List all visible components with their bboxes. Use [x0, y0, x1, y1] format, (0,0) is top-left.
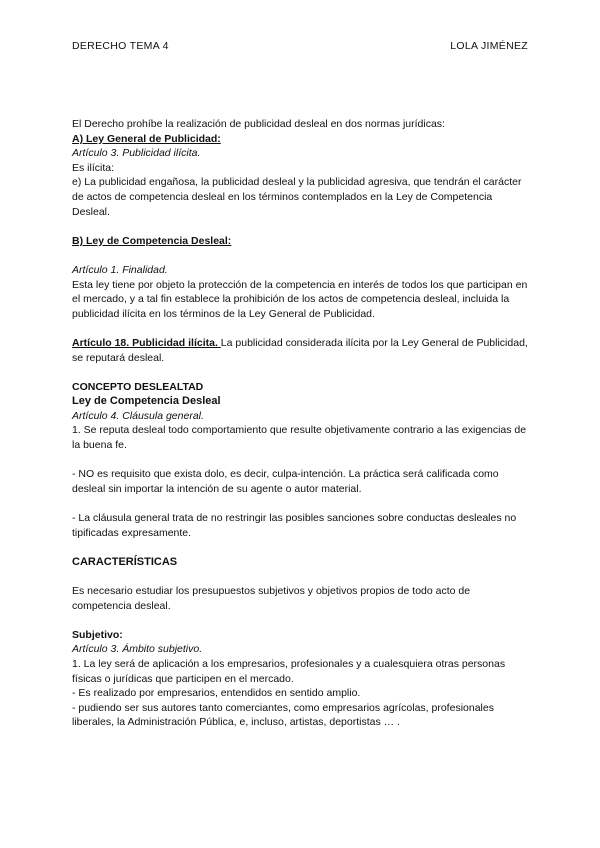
- article-4-p2: - NO es requisito que exista dolo, es decir, culpa-intención. La práctica será calificada como desleal sin importar la intención de su agente o autor material.: [72, 468, 499, 495]
- article-18-heading: Artículo 18. Publicidad ilícita.: [72, 336, 221, 349]
- section-a-article: Artículo 3. Publicidad ilícita.: [72, 147, 201, 160]
- article-3-p1: 1. La ley será de aplicación a los empresarios, profesionales y a cualesquiera otras personas físicas o jurídicas que participen en el mercado.: [72, 657, 506, 685]
- article-18-paragraph: [72, 336, 528, 365]
- header-course: DERECHO TEMA 4: [72, 40, 169, 52]
- article-3-title: Artículo 3. Ámbito subjetivo.: [72, 643, 203, 656]
- concepto-heading: CONCEPTO DESLEALTAD: [72, 380, 204, 393]
- article-3-p3: - pudiendo ser sus autores tanto comerciantes, como empresarios agrícolas, profesionales liberales, la Administración Pública, e, incluso, artistas, deportistas … .: [72, 701, 494, 729]
- page-header: [72, 40, 528, 54]
- section-b-text: Esta ley tiene por objeto la protección de la competencia en interés de todos los que participan en el mercado, y a tal fin establece la prohibición de los actos de competencia desleal, incluida la publicidad ilícita en los términos de la Ley General de Publicidad.: [72, 278, 528, 320]
- article-4-p3: - La cláusula general trata de no restringir las posibles sanciones sobre conductas desleales no tipificadas expresamente.: [72, 512, 517, 539]
- section-a-illicit: Es ilícita:: [72, 161, 115, 174]
- subjetivo-heading: Subjetivo:: [72, 628, 123, 641]
- ley-heading: Ley de Competencia Desleal: [72, 395, 221, 408]
- header-author: LOLA JIMÉNEZ: [450, 40, 528, 52]
- caracteristicas-heading: CARACTERÍSTICAS: [72, 555, 178, 568]
- article-4-p1: 1. Se reputa desleal todo comportamiento que resulte objetivamente contrario a las exigencias de la buena fe.: [72, 424, 527, 452]
- intro-paragraph: El Derecho prohíbe la realización de publicidad desleal en dos normas jurídicas:: [72, 118, 445, 130]
- section-b-heading: B) Ley de Competencia Desleal:: [72, 234, 232, 247]
- article-3-p2: - Es realizado por empresarios, entendidos en sentido amplio.: [72, 687, 361, 700]
- section-a-text: e) La publicidad engañosa, la publicidad desleal y la publicidad agresiva, que tendrán el carácter de actos de competencia desleal en los términos contemplados en la Ley de Competencia Desleal.: [72, 176, 522, 218]
- section-a-heading: A) Ley General de Publicidad:: [72, 132, 221, 145]
- section-b-article: Artículo 1. Finalidad.: [72, 263, 168, 276]
- document-body: [72, 117, 528, 730]
- caracteristicas-text: Es necesario estudiar los presupuestos subjetivos y objetivos propios de todo acto de competencia desleal.: [72, 585, 471, 612]
- article-4-title: Artículo 4. Cláusula general.: [72, 409, 204, 422]
- article-18-text: La publicidad considerada ilícita por la Ley General de Publicidad, se reputará desleal.: [72, 336, 528, 364]
